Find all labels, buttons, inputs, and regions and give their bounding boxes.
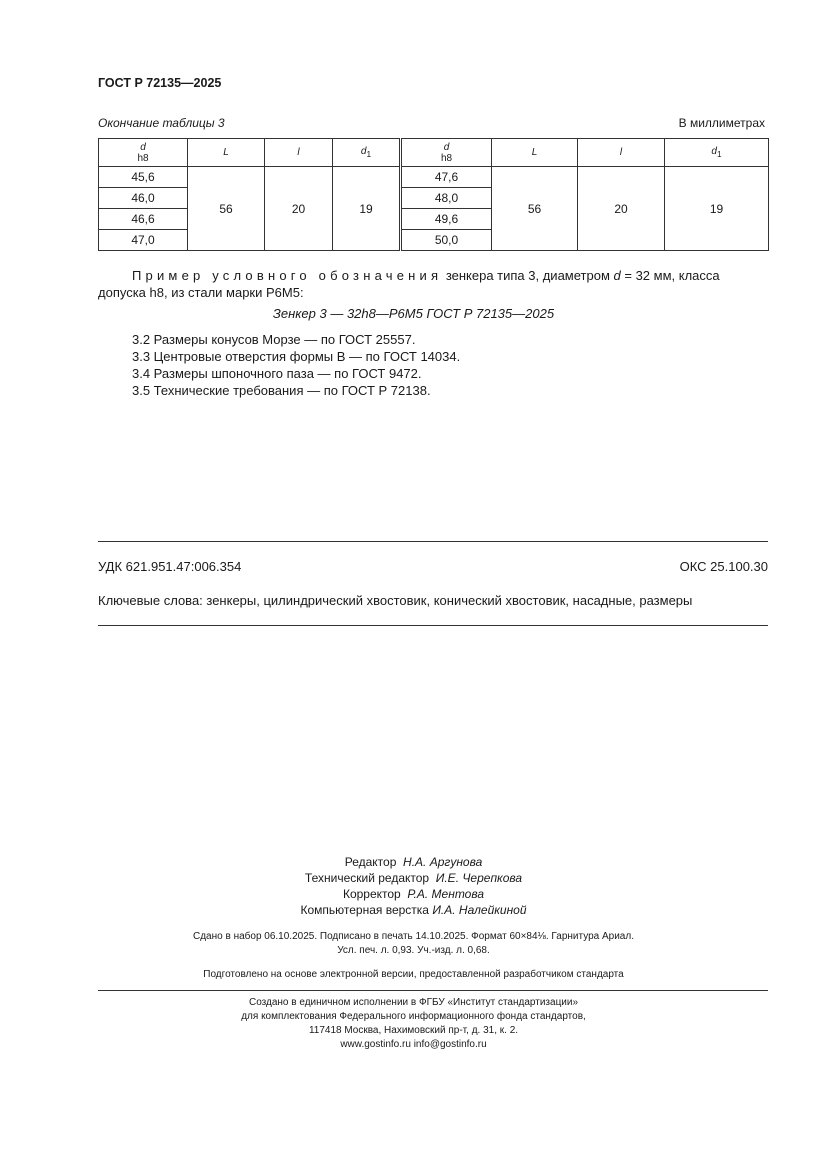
- clause-list: [132, 331, 460, 399]
- col-header-d1: $d_1$: [665, 139, 769, 167]
- publishing-info: Сдано в набор 06.10.2025. Подписано в печать 14.10.2025. Формат 60×84⅛. Гарнитура Ариал. Усл. печ. л. 0,93. Уч.-изд. л. 0,68.: [193, 931, 634, 956]
- col-header-l: l: [578, 139, 665, 167]
- example-lead: Пример условного обозначения: [132, 268, 443, 283]
- prepared-note: Подготовлено на основе электронной версии, предоставленной разработчиком стандарта: [203, 969, 624, 980]
- cell-d: 48,0: [401, 188, 492, 209]
- cell-d: 47,6: [401, 167, 492, 188]
- cell-L: 56: [492, 167, 578, 251]
- cell-d1: 19: [665, 167, 769, 251]
- cell-d: 45,6: [99, 167, 188, 188]
- dimensions-table: [98, 138, 769, 251]
- credit-line: Технический редактор И.Е. Черепкова: [304, 871, 523, 885]
- col-header-d1: $d_1$: [333, 139, 401, 167]
- credits-block: [0, 854, 827, 918]
- table-row: [99, 167, 769, 188]
- table-units: В миллиметрах: [678, 116, 765, 130]
- oks-code: ОКС 25.100.30: [679, 559, 768, 574]
- credit-line: Компьютерная верстка И.А. Налейкиной: [300, 903, 527, 917]
- table-caption: Окончание таблицы 3: [98, 116, 225, 130]
- clause-item: 3.3 Центровые отверстия формы B — по ГОСТ 14034.: [132, 349, 461, 364]
- col-header-d: d h8: [401, 139, 492, 167]
- cell-d: 47,0: [99, 230, 188, 251]
- cell-l: 20: [265, 167, 333, 251]
- designation-formula: Зенкер 3 — 32h8—Р6М5 ГОСТ Р 72135—2025: [272, 306, 555, 321]
- clause-item: 3.2 Размеры конусов Морзе — по ГОСТ 25557.: [132, 332, 416, 347]
- col-header-d: d h8: [99, 139, 188, 167]
- cell-d: 46,6: [99, 209, 188, 230]
- udk-code: УДК 621.951.47:006.354: [98, 559, 242, 574]
- designation-example: Пример условного обозначения зенкера типа 3, диаметром d = 32 мм, класса допуска h8, из стали марки Р6М5:: [98, 268, 720, 300]
- document-header: ГОСТ Р 72135—2025: [98, 76, 222, 90]
- col-header-L: L: [188, 139, 265, 167]
- col-header-l: l: [265, 139, 333, 167]
- clause-item: 3.5 Технические требования — по ГОСТ Р 72138.: [132, 383, 431, 398]
- cell-d: 50,0: [401, 230, 492, 251]
- cell-L: 56: [188, 167, 265, 251]
- clause-item: 3.4 Размеры шпоночного паза — по ГОСТ 9472.: [132, 366, 422, 381]
- col-header-L: L: [492, 139, 578, 167]
- imprint-block: Создано в единичном исполнении в ФГБУ «Институт стандартизации» для комплектования Федерального информационного фонда стандартов, 117418 Москва, Нахимовский пр-т, д. 31, к. 2. www.gostinfo.ru info@gostinfo.ru: [241, 997, 586, 1050]
- keywords: Ключевые слова: зенкеры, цилиндрический хвостовик, конический хвостовик, насадные, размеры: [98, 593, 693, 608]
- divider: [98, 625, 768, 626]
- cell-d1: 19: [333, 167, 401, 251]
- divider: [98, 990, 768, 991]
- credit-line: Корректор Р.А. Ментова: [342, 887, 485, 901]
- cell-d: 49,6: [401, 209, 492, 230]
- divider: [98, 541, 768, 542]
- credit-line: Редактор Н.А. Аргунова: [344, 855, 483, 869]
- table-header-row: [99, 139, 769, 167]
- cell-d: 46,0: [99, 188, 188, 209]
- cell-l: 20: [578, 167, 665, 251]
